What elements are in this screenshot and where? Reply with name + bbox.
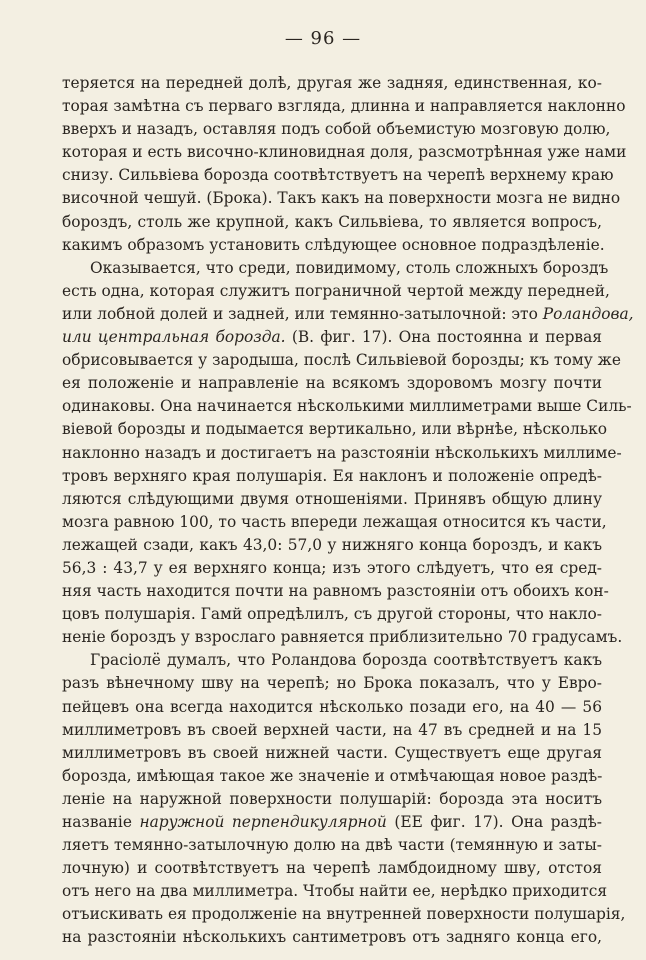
text-segment: цовъ полушарія. Гамй опредѣлилъ, съ другой стороны, что накло-: [62, 605, 602, 624]
text-segment: височной чешуй. (Брока). Такъ какъ на поверхности мозга не видно: [62, 189, 621, 208]
text-line: [62, 141, 627, 164]
text-segment: которая и есть височно-клиновидная доля, разсмотрѣнная уже нами: [62, 143, 627, 162]
text-segment: лежащей сзади, какъ 43,0: 57,0 у нижняго конца бороздъ, и какъ: [62, 535, 602, 554]
text-line: [62, 442, 622, 465]
italic-term: или центральная борозда.: [62, 328, 286, 347]
text-line: [62, 672, 602, 695]
text-line: [62, 118, 611, 141]
text-line: [62, 926, 602, 949]
text-segment: Оказывается, что среди, повидимому, столь сложныхъ бороздъ: [90, 258, 609, 277]
text-segment: віевой борозды и подымается вертикально, или вѣрнѣе, нѣсколько: [62, 420, 607, 439]
text-segment: теряется на передней долѣ, другая же задняя, единственная, ко-: [62, 74, 602, 92]
text-line: [62, 395, 632, 418]
text-segment: есть одна, которая служитъ пограничной чертой между передней,: [62, 281, 610, 300]
text-segment: на разстояніи нѣсколькихъ сантиметровъ отъ задняго конца его,: [62, 928, 602, 947]
text-segment: ляются слѣдующими двумя отношеніями. Принявъ общую длину: [62, 489, 602, 508]
text-segment: миллиметровъ въ своей верхней части, на 47 въ средней и на 15: [62, 720, 602, 739]
text-line: [62, 903, 626, 926]
text-line: [62, 372, 602, 395]
body-text: [62, 72, 634, 950]
text-segment: няя часть находится почти на равномъ разстояніи отъ обоихъ кон-: [62, 582, 609, 601]
text-line: [62, 187, 621, 210]
italic-term: Роландова,: [542, 304, 634, 323]
text-line: [62, 811, 602, 834]
text-segment: неніе бороздъ у взрослаго равняется приблизительно 70 градусамъ.: [62, 628, 623, 647]
text-line: [62, 164, 614, 187]
text-line: [62, 488, 602, 511]
text-segment: бороздъ, столь же крупной, какъ Сильвіева, то является вопросъ,: [62, 212, 602, 231]
text-line: [62, 349, 621, 372]
text-line: [62, 857, 602, 880]
italic-term: наружной перпендикулярной: [139, 813, 387, 831]
text-segment: борозда, имѣющая такое же значеніе и отмѣчающая новое раздѣ-: [62, 766, 603, 785]
text-line: [62, 95, 626, 118]
text-segment: тровъ верхняго края полушарія. Ея наклонъ и положеніе опредѣ-: [62, 466, 602, 485]
text-line: [62, 742, 602, 765]
text-line: [62, 626, 623, 649]
text-segment: пейцевъ она всегда находится нѣсколько позади его, на 40 — 56: [62, 697, 602, 716]
text-line: [62, 834, 602, 857]
text-segment: какимъ образомъ установить слѣдующее основное подраздѣленіе.: [62, 235, 605, 254]
text-line: [62, 534, 602, 557]
text-line: [62, 211, 602, 234]
text-line: [62, 326, 602, 349]
text-segment: 56,3 : 43,7 у ея верхняго конца; изъ этого слѣдуетъ, что ея сред-: [62, 558, 602, 577]
text-segment: разъ вѣнечному шву на черепѣ; но Брока показалъ, что у Евро-: [62, 674, 602, 693]
text-segment: названіе: [62, 813, 140, 831]
text-segment: мозга равною 100, то часть впереди лежащая относится къ части,: [62, 512, 607, 531]
text-line: [62, 257, 609, 280]
text-line: [62, 557, 602, 580]
text-line: [62, 880, 608, 903]
text-line: [62, 719, 602, 742]
text-segment: вверхъ и назадъ, оставляя подъ собой объемистую мозговую долю,: [62, 120, 611, 139]
text-line: [62, 234, 605, 257]
text-segment: (В. фиг. 17). Она постоянна и первая: [285, 328, 602, 347]
text-line: [62, 696, 602, 719]
text-segment: отъискивать ея продолженіе на внутренней поверхности полушарія,: [62, 905, 626, 924]
text-segment: торая замѣтна съ перваго взгляда, длинна и направляется наклонно: [62, 97, 626, 116]
text-line: [62, 603, 602, 626]
text-segment: обрисовывается у зародыша, послѣ Сильвіевой борозды; къ тому же: [62, 351, 621, 370]
text-line: [62, 788, 602, 811]
text-line: [62, 418, 607, 441]
text-segment: миллиметровъ въ своей нижней части. Существуетъ еще другая: [62, 743, 602, 762]
text-segment: или лобной долей и задней, или темянно-затылочной: это: [62, 304, 543, 323]
text-line: [62, 580, 609, 603]
text-segment: Грасіолё думалъ, что Роландова борозда соотвѣтствуетъ какъ: [90, 651, 602, 670]
text-segment: отъ него на два миллиметра. Чтобы найти ее, нерѣдко приходится: [62, 882, 608, 901]
text-segment: одинаковы. Она начинается нѣсколькими миллиметрами выше Силь-: [62, 397, 632, 416]
text-segment: снизу. Сильвіева борозда соотвѣтствуетъ на черепѣ верхнему краю: [62, 166, 614, 185]
text-line: [62, 511, 607, 534]
text-segment: ея положеніе и направленіе на всякомъ здоровомъ мозгу почти: [62, 374, 602, 393]
text-line: [62, 303, 634, 326]
text-segment: лочную) и соотвѣтствуетъ на черепѣ ламбдоидному шву, отстоя: [62, 859, 602, 878]
text-segment: (ЕЕ фиг. 17). Она раздѣ-: [386, 813, 603, 831]
text-segment: леніе на наружной поверхности полушарій: борозда эта носитъ: [62, 789, 602, 808]
text-line: [62, 765, 602, 788]
text-line: [62, 72, 602, 95]
text-segment: ляетъ темянно-затылочную долю на двѣ части (темянную и заты-: [62, 836, 602, 855]
page-number: — 96 —: [284, 28, 362, 49]
text-line: [62, 280, 610, 303]
text-segment: наклонно назадъ и достигаетъ на разстояніи нѣсколькихъ миллиме-: [62, 443, 622, 462]
text-line: [62, 649, 602, 672]
text-line: [62, 465, 602, 488]
